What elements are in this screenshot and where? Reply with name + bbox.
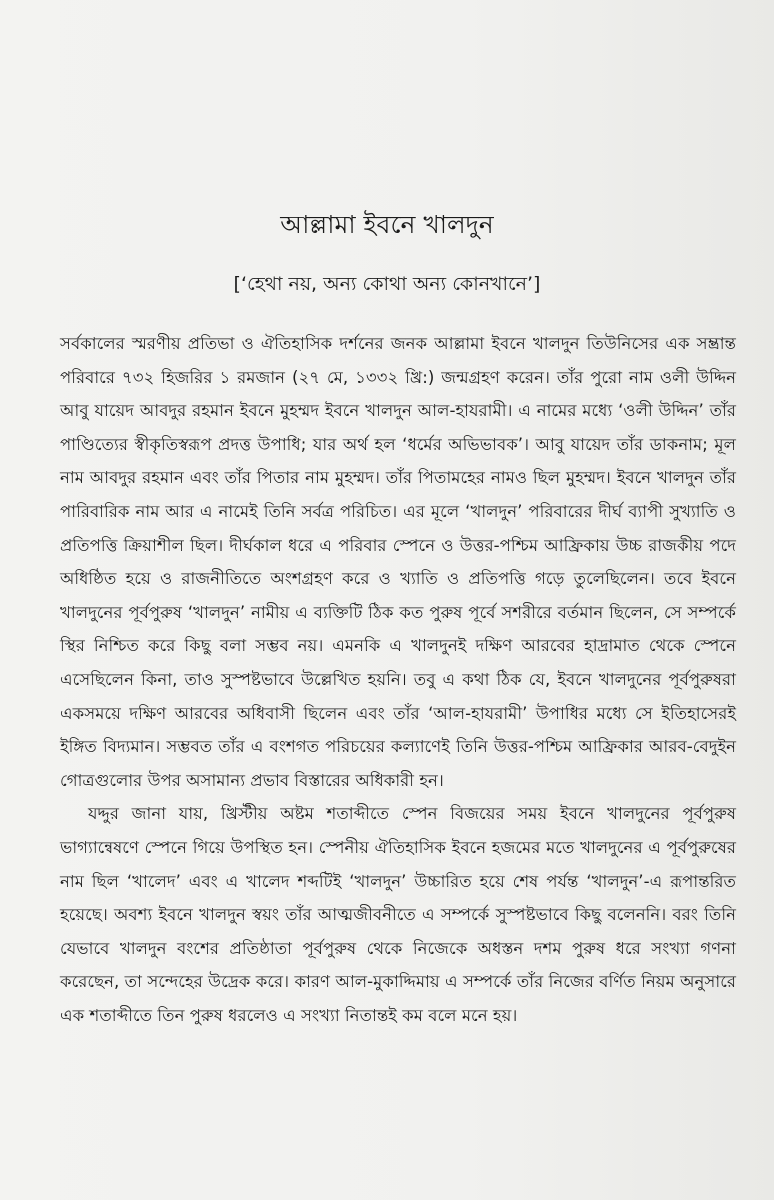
paragraph-2: যদ্দুর জানা যায়, খ্রিস্টীয় অষ্টম শতাব্দীতে স্পেন বিজয়ের সময় ইবনে খালদুনের পূর্বপুরুষ ভাগ্যান্বেষণে স্পেনে গিয়ে উপস্থিত হন। স্পেনীয় ঐতিহাসিক ইবনে হজমের মতে খালদুনের এ পূর্বপুরুষের নাম ছিল ‘খালেদ’ এবং এ খালেদ শব্দটিই ‘খালদুন’ উচ্চারিত হয়ে শেষ পর্যন্ত ‘খালদুন’-এ রূপান্তরিত হয়েছে। অবশ্য ইবনে খালদুন স্বয়ং তাঁর আত্মজীবনীতে এ সম্পর্কে সুস্পষ্টভাবে কিছু বলেননি। বরং তিনি যেভাবে খালদুন বংশের প্রতিষ্ঠাতা পূর্বপুরুষ থেকে নিজেকে অধস্তন দশম পুরুষ ধরে সংখ্যা গণনা করেছেন, তা সন্দেহের উদ্রেক করে। কারণ আল-মুকাদ্দিমায় এ সম্পর্কে তাঁর নিজের বর্ণিত নিয়ম অনুসারে এক শতাব্দীতে তিন পুরুষ ধরলেও এ সংখ্যা নিতান্তই কম বলে মনে হয়।: [60, 804, 736, 1025]
body-text: [60, 327, 736, 1032]
paragraph-1: সর্বকালের স্মরণীয় প্রতিভা ও ঐতিহাসিক দর্শনের জনক আল্লামা ইবনে খালদুন তিউনিসের এক সম্ভ্রান্ত পরিবারে ৭৩২ হিজরির ১ রমজান (২৭ মে, ১৩৩২ খ্রি:) জন্মগ্রহণ করেন। তাঁর পুরো নাম ওলী উদ্দিন আবু যায়েদ আবদুর রহমান ইবনে মুহম্মদ ইবনে খালদুন আল-হাযরামী। এ নামের মধ্যে ‘ওলী উদ্দিন’ তাঁর পাণ্ডিত্যের স্বীকৃতিস্বরূপ প্রদত্ত উপাধি; যার অর্থ হল ‘ধর্মের অভিভাবক’। আবু যায়েদ তাঁর ডাকনাম; মূল নাম আবদুর রহমান এবং তাঁর পিতার নাম মুহম্মদ। তাঁর পিতামহের নামও ছিল মুহম্মদ। ইবনে খালদুন তাঁর পারিবারিক নাম আর এ নামেই তিনি সর্বত্র পরিচিত। এর মূলে ‘খালদুন’ পরিবারের দীর্ঘ ব্যাপী সুখ্যাতি ও প্রতিপত্তি ক্রিয়াশীল ছিল। দীর্ঘকাল ধরে এ পরিবার স্পেনে ও উত্তর-পশ্চিম আফ্রিকায় উচ্চ রাজকীয় পদে অধিষ্ঠিত হয়ে ও রাজনীতিতে অংশগ্রহণ করে ও খ্যাতি ও প্রতিপত্তি গড়ে তুলেছিলেন। তবে ইবনে খালদুনের পূর্বপুরুষ ‘খালদুন’ নামীয় এ ব্যক্তিটি ঠিক কত পুরুষ পূর্বে সশরীরে বর্তমান ছিলেন, সে সম্পর্কে স্থির নিশ্চিত করে কিছু বলা সম্ভব নয়। এমনকি এ খালদুনই দক্ষিণ আরবের হাদ্রামাত থেকে স্পেনে এসেছিলেন কিনা, তাও সুস্পষ্টভাবে উল্লেখিত হয়নি। তবু এ কথা ঠিক যে, ইবনে খালদুনের পূর্বপুরুষরা একসময়ে দক্ষিণ আরবের অধিবাসী ছিলেন এবং তাঁর ‘আল-হাযরামী’ উপাধির মধ্যে সে ইতিহাসেরই ইঙ্গিত বিদ্যমান। সম্ভবত তাঁর এ বংশগত পরিচয়ের কল্যাণেই তিনি উত্তর-পশ্চিম আফ্রিকার আরব-বেদুইন গোত্রগুলোর উপর অসামান্য প্রভাব বিস্তারের অধিকারী হন।: [60, 334, 736, 790]
chapter-title: আল্লামা ইবনে খালদুন: [280, 210, 494, 239]
chapter-subtitle: [‘হেথা নয়, অন্য কোথা অন্য কোনখানে’]: [233, 273, 541, 295]
